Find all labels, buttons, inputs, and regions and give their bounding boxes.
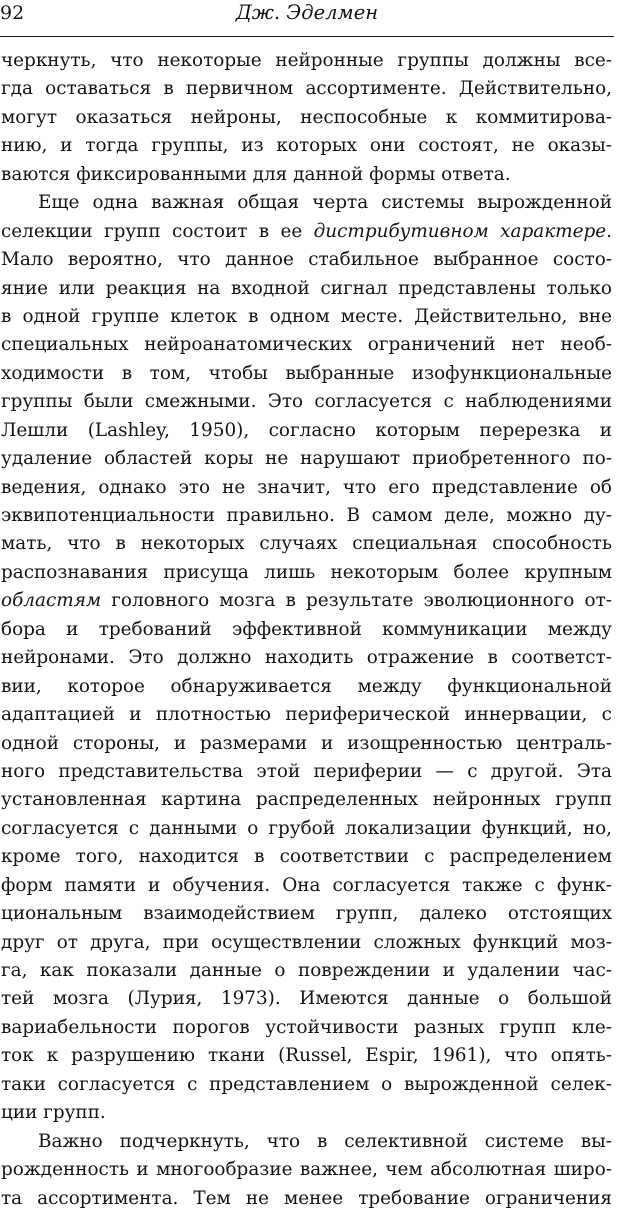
text-segment: могут оказаться нейроны, неспособные к коммитирова-: [1, 106, 612, 128]
text-line: [1, 161, 612, 189]
text-line: [1, 132, 612, 160]
text-line: [1, 616, 612, 644]
text-line: [1, 587, 612, 615]
text-line: [1, 1156, 612, 1184]
text-segment: ваются фиксированными для данной формы ответа.: [1, 163, 511, 185]
text-line: [1, 1128, 612, 1156]
text-line: [1, 1071, 612, 1099]
text-line: [1, 530, 612, 558]
text-segment: одной стороны, и размерами и изощренностью централь-: [1, 732, 612, 754]
text-segment: циональным взаимодействием групп, далеко отстоящих: [1, 903, 612, 925]
text-segment: ции групп.: [1, 1102, 106, 1124]
page-number: 92: [0, 2, 25, 24]
text-line: [1, 47, 612, 75]
text-segment: таки согласуется с представлением о вырожденной селек-: [1, 1073, 612, 1095]
text-segment: нейронами. Это должно находить отражение в соответст-: [1, 647, 612, 669]
text-line: [1, 644, 612, 672]
text-line: [1, 786, 612, 814]
italic-emphasis: дистрибутивном характере.: [313, 220, 612, 242]
body-text: [0, 47, 614, 1213]
text-segment: согласуется с данными о грубой локализации функций, но,: [1, 817, 612, 839]
text-segment: рожденность и многообразие важнее, чем абсолютная широ-: [1, 1159, 612, 1181]
text-segment: яние или реакция на входной сигнал представлены только: [1, 277, 612, 299]
text-segment: ного представительства этой периферии — с другой. Эта: [1, 760, 612, 782]
text-line: [1, 900, 612, 928]
text-line: [1, 331, 612, 359]
text-segment: нию, и тогда группы, из которых они состоят, не оказы-: [1, 135, 612, 157]
text-segment: ток к разрушению ткани (Russel, Espir, 1961), что опять-: [1, 1045, 612, 1067]
text-line: [1, 75, 612, 103]
text-line: [1, 843, 612, 871]
text-segment: Важно подчеркнуть, что в селективной системе вы-: [38, 1130, 612, 1152]
text-line: [1, 474, 612, 502]
text-line: [1, 1099, 612, 1127]
text-line: [1, 1185, 612, 1213]
text-line: [1, 1014, 612, 1042]
text-segment: черкнуть, что некоторые нейронные группы должны все-: [1, 50, 612, 71]
text-line: [1, 673, 612, 701]
italic-emphasis: областям: [1, 590, 102, 612]
text-segment: удаление областей коры не нарушают приобретенного по-: [1, 448, 612, 470]
text-line: [1, 189, 612, 217]
text-line: [1, 929, 612, 957]
text-segment: га, как показали данные о повреждении и удалении час-: [1, 960, 612, 981]
text-segment: мать, что в некоторых случаях специальная способность: [1, 533, 612, 555]
text-segment: ходимости в том, чтобы выбранные изофункциональные: [1, 362, 612, 384]
text-segment: специальных нейроанатомических ограничений нет необ-: [1, 334, 612, 356]
text-line: [1, 388, 612, 416]
text-segment: тей мозга (Лурия, 1973). Имеются данные о большой: [1, 988, 612, 1010]
text-segment: вии, которое обнаруживается между функциональной: [1, 675, 612, 697]
text-segment: Мало вероятно, что данное стабильное выбранное состо-: [1, 249, 612, 271]
text-line: [1, 417, 612, 445]
text-line: [1, 730, 612, 758]
text-segment: адаптацией и плотностью периферической иннервации, с: [1, 704, 612, 726]
text-line: [1, 502, 612, 530]
text-segment: бора и требований эффективной коммуникации между: [1, 618, 612, 640]
text-line: [1, 872, 612, 900]
text-segment: распознавания присуща лишь некоторым более крупным: [1, 561, 612, 583]
text-segment: вариабельности порогов устойчивости разных групп кле-: [1, 1016, 612, 1038]
text-segment: головного мозга в результате эволюционного от-: [101, 590, 612, 612]
text-line: [1, 246, 612, 274]
text-line: [1, 218, 612, 246]
text-segment: гда оставаться в первичном ассортименте. Действительно,: [1, 78, 612, 100]
text-segment: установленная картина распределенных нейронных групп: [1, 789, 612, 811]
text-segment: та ассортимента. Тем не менее требование ограничения: [1, 1187, 612, 1209]
text-line: [1, 957, 612, 985]
text-line: [1, 815, 612, 843]
text-segment: ведения, однако это не значит, что его представление об: [1, 476, 612, 498]
text-segment: эквипотенциальности правильно. В самом деле, можно ду-: [1, 505, 612, 526]
text-line: [1, 559, 612, 587]
text-line: [1, 701, 612, 729]
text-line: [1, 445, 612, 473]
text-segment: селекции групп состоит в ее: [1, 220, 314, 242]
text-line: [1, 104, 612, 132]
text-line: [1, 360, 612, 388]
text-line: [1, 758, 612, 786]
text-segment: форм памяти и обучения. Она согласуется также с функ-: [1, 874, 612, 896]
text-segment: группы были смежными. Это согласуется с наблюдениями: [1, 391, 612, 413]
text-line: [1, 1042, 612, 1070]
text-segment: Еще одна важная общая черта системы вырожденной: [38, 192, 612, 214]
running-head: Дж. Эделмен: [235, 1, 379, 24]
text-line: [1, 985, 612, 1013]
text-line: [1, 303, 612, 331]
text-segment: в одной группе клеток в одном месте. Действительно, вне: [1, 305, 612, 327]
text-segment: друг от друга, при осуществлении сложных функций моз-: [1, 931, 612, 953]
text-segment: Лешли (Lashley, 1950), согласно которым перерезка и: [1, 419, 612, 441]
text-segment: кроме того, находится в соответствии с распределением: [1, 846, 612, 868]
page-header: [0, 0, 614, 37]
text-line: [1, 275, 612, 303]
